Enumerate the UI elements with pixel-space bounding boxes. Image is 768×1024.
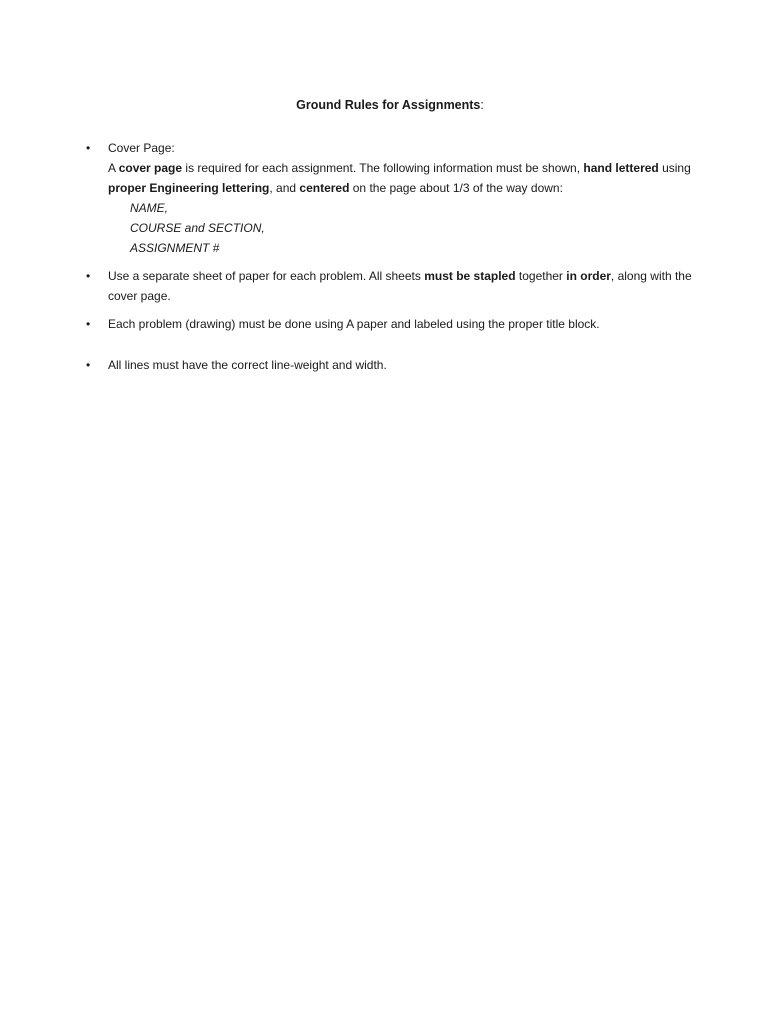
title-suffix: : [480,98,484,112]
text-run: Use a separate sheet of paper for each problem. All sheets [108,269,425,283]
bold-run: in order [566,269,611,283]
text-run: using [658,161,691,175]
bullet-icon: • [86,269,91,283]
bold-run: centered [299,181,350,195]
bullet-icon: • [86,317,91,331]
list-item-a-paper [84,314,704,334]
bullet-icon: • [86,358,91,372]
bold-run: proper Engineering lettering [108,181,270,195]
list-item-line-weight [84,355,704,375]
cover-page-heading: Cover Page: [108,141,175,155]
text-run: A [108,161,119,175]
line-weight-text: All lines must have the correct line-weight and width. [108,358,387,372]
list-item-separate-sheets [84,266,704,306]
list-item-cover-page [84,138,704,258]
bold-run: hand lettered [583,161,659,175]
separate-sheets-text [108,266,704,306]
text-run: is required for each assignment. The following information must be shown, [182,161,584,175]
a-paper-text: Each problem (drawing) must be done using A paper and labeled using the proper title block. [108,317,600,331]
field-course-section: COURSE and SECTION, [130,221,265,235]
bold-run: must be stapled [424,269,516,283]
text-run: together [515,269,567,283]
field-name: NAME, [130,201,169,215]
text-run: on the page about 1/3 of the way down: [349,181,563,195]
rules-list [84,138,704,375]
cover-page-description [108,158,704,198]
page-title [0,96,768,114]
bullet-icon: • [86,141,91,155]
text-run: , and [269,181,300,195]
bold-run: cover page [118,161,183,175]
title-text: Ground Rules for Assignments [296,98,481,112]
field-assignment: ASSIGNMENT # [130,241,220,255]
text-run: , along with the cover page. [108,269,692,303]
